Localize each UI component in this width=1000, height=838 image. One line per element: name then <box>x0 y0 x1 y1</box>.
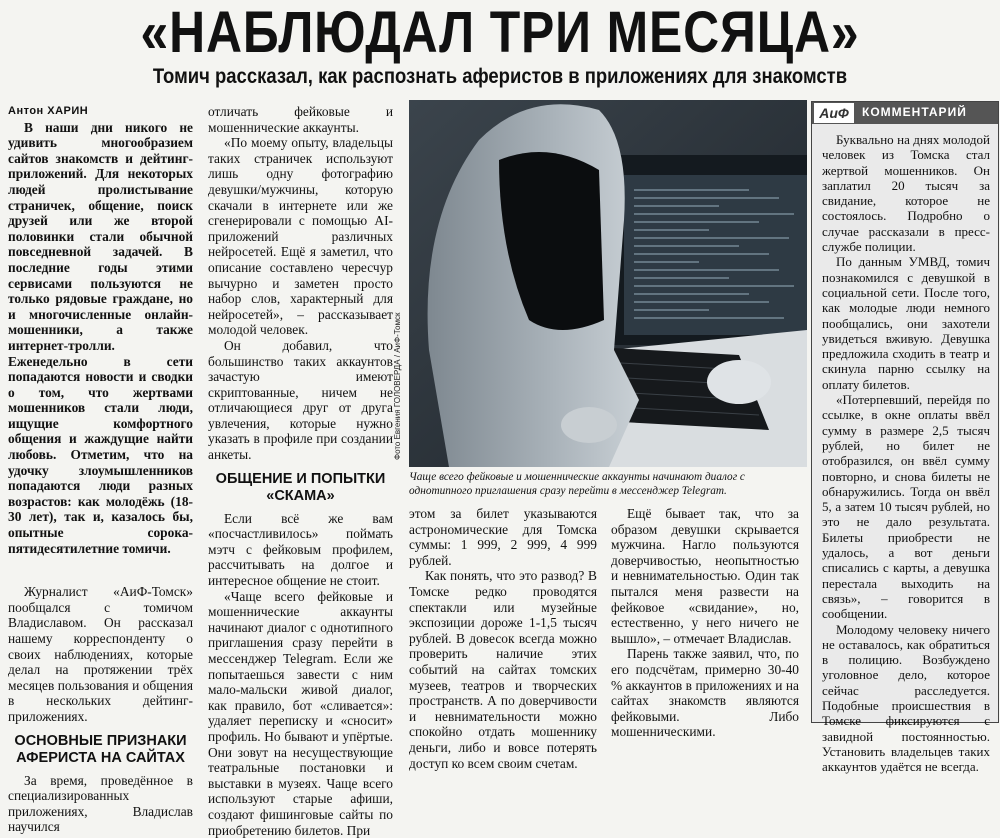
column-1-paragraph: За время, проведённое в специализированных приложениях, Владислав научился <box>8 772 193 835</box>
column-3-paragraph: этом за билет указываются астрономические для Томска суммы: 1 999, 2 999, 4 999 рублей. <box>409 506 597 568</box>
hooded-hacker-illustration <box>409 100 807 467</box>
lead-paragraph <box>8 120 193 557</box>
aif-logo: АиФ <box>814 103 854 123</box>
comment-paragraph: По данным УМВД, томич познакомился с девушкой в социальной сети. После того, как молодые люди немного пообщались, они захотели увидеться вживую. Девушка предложила сходить в театр и скинула парню ссылку на оплату билетов. <box>822 254 990 392</box>
comment-header <box>812 102 998 124</box>
column-2-paragraph: отличать фейковые и мошеннические аккаунты. <box>208 104 393 135</box>
article-photo <box>409 100 807 467</box>
column-2-paragraph: «Чаще всего фейковые и мошеннические аккаунты начинают диалог с однотипного приглашения сразу перейти в мессенджер Telegram. Если же попытаешься завести с ним мало-мальски живой диалог, как правило, бот «сливается»: удаляет переписку и «сносит» профиль. Но бывают и упёртые. Они зовут на несуществующие театральные постановки и выставки в музеях. Чаще всего используют старые афиши, создают фишинговые сайты по приобретению билетов. При <box>208 588 393 838</box>
comment-paragraph: «Потерпевший, перейдя по ссылке, в окне оплаты ввёл сумму в размере 2,5 тысяч рублей, но билет не отобразился, он ввёл сумму повторно, и снова билеты не обнаружились. Тогда он ввёл 5, а затем 10 тысяч рублей, но это не дало результата. Билеты приобрести не удалось, а вот деньги списались с карты, а девушка перестала выходить на связь», – говорится в сообщении. <box>822 392 990 622</box>
column-1 <box>8 104 193 835</box>
column-4-paragraph: Ещё бывает так, что за образом девушки скрывается мужчина. Нагло пользуются доверчивостью, неопытностью и невнимательностью. Один так пытался меня развести на фейковое «свидание», но, естественно, у него ничего не вышло», – отмечает Владислав. <box>611 506 799 646</box>
headline: «НАБЛЮДАЛ ТРИ МЕСЯЦА» <box>140 0 860 65</box>
comment-title: КОММЕНТАРИЙ <box>862 105 967 119</box>
column-2-paragraph: Он добавил, что большинство таких аккаунтов зачастую имеют скриптованные, ничем не отличающиеся друг от друга увлечения, которые нужно указать в профиле при создании анкеты. <box>208 337 393 463</box>
lead-text: В наши дни никого не удивить многообразием сайтов знакомств и дейтинг-приложений. Для некоторых людей пролистывание страничек, общение, поиск друзей или же второй половинки стали обычной повседневной задачей. В последние годы этими сервисами пользуются не только рядовые граждане, но и многочисленные онлайн-мошенники, а также интернет-тролли. Еженедельно в сети попадаются новости и сводки о том, что жертвами мошенников стали люди, ищущие комфортного общения и жаждущие найти любовь. Отметим, что на удочку злоумышленников попадаются люди разных возрастов: как молодёжь (18-30 лет), так и, казалось бы, опытные сорока-пятидесятилетние томичи. <box>8 119 193 556</box>
subheadline: Томич рассказал, как распознать аферистов в приложениях для знакомств <box>152 65 848 88</box>
photo-credit: Фото Евгения ГОЛОВЕРДА / АиФ-Томск <box>393 312 402 460</box>
column-2 <box>208 104 393 838</box>
author-byline: Антон ХАРИН <box>8 105 89 117</box>
photo-caption: Чаще всего фейковые и мошеннические аккаунты начинают диалог с однотипного приглашения сразу перейти в мессенджер Telegram. <box>409 471 745 497</box>
comment-box <box>811 101 999 775</box>
column-4 <box>611 506 799 740</box>
column-3-paragraph: Как понять, что это развод? В Томске редко проводятся спектакли или музейные экспозиции дороже 1-1,5 тысяч рублей. В довесок всегда можно проверить наличие этих событий на сайтах томских музеев, театров и творческих пространств. А по доверчивости и невнимательности можно спокойно отдать мошеннику деньги, либо и вовсе потерять доступ ко всем своим счетам. <box>409 568 597 771</box>
column-2-paragraph: «По моему опыту, владельцы таких страничек используют лишь одну фотографию девушки/мужчины, которую скачали в интернете или же сгенерировали с помощью AI-приложений различных нейросетей. Ещё я заметил, что описание составлено чересчур вычурно и заметен просто набор слов, характерный для нейросетей», – рассказывает молодой человек. <box>208 135 393 338</box>
comment-paragraph: Молодому человеку ничего не оставалось, как обратиться в полицию. Возбуждено уголовное дело, которое сейчас расследуется. Подобные происшествия в Томске фиксируются с завидной постоянностью. Установить владельцев таких аккаунтов удаётся не всегда. <box>822 621 990 775</box>
section-heading-scam: ОБЩЕНИЕ И ПОПЫТКИ «СКАМА» <box>215 470 386 504</box>
comment-paragraph: Буквально на днях молодой человек из Томска стал жертвой мошенников. Он заплатил 20 тысяч за свидание, которое не состоялось. Подробно о случае рассказали в пресс-службе полиции. <box>822 132 990 255</box>
column-1-paragraph: Журналист «АиФ-Томск» пообщался с томичом Владиславом. Он рассказал нашему корреспонденту о своих наблюдениях, которые делал на протяжении трёх месяцев пользования и общения в нескольких дейтинг-приложениях. <box>8 584 193 724</box>
column-2-paragraph: Если всё же вам «посчастливилось» поймать мэтч с фейковым профилем, рассчитывать на долгое и интересное общение не стоит. <box>208 510 393 589</box>
comment-text <box>822 132 990 774</box>
section-heading-signs: ОСНОВНЫЕ ПРИЗНАКИ АФЕРИСТА НА САЙТАХ <box>14 732 187 766</box>
column-3 <box>409 506 597 771</box>
column-4-paragraph: Парень также заявил, что, по его подсчётам, примерно 30-40 % аккаунтов в приложениях и на сайтах знакомств являются фейковыми. Либо мошенническими. <box>611 646 799 740</box>
